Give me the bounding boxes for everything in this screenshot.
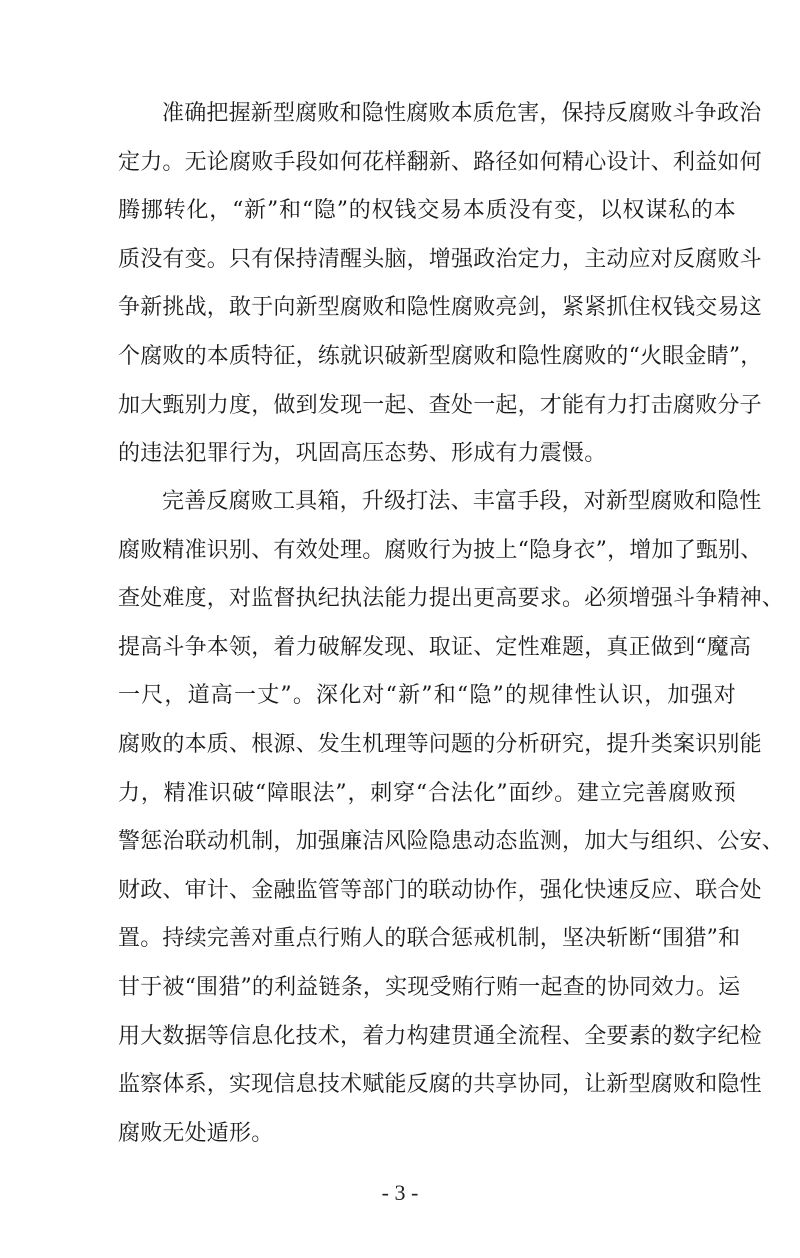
paragraph-line: 腐败的本质、根源、发生机理等问题的分析研究，提升类案识别能 [118, 731, 762, 757]
paragraph-line: 一尺，道高一丈”。深化对“新”和“隐”的规律性认识，加强对 [118, 683, 736, 709]
paragraph-line: 争新挑战，敢于向新型腐败和隐性腐败亮剑，紧紧抓住权钱交易这 [118, 295, 762, 321]
paragraph-line: 腐败无处遁形。 [118, 1120, 274, 1146]
paragraph-line: 查处难度，对监督执纪执法能力提出更高要求。必须增强斗争精神、 [118, 586, 785, 612]
page-number: - 3 - [381, 1180, 419, 1205]
paragraph-line: 用大数据等信息化技术，着力构建贯通全流程、全要素的数字纪检 [118, 1023, 762, 1049]
paragraph-line: 腾挪转化，“新”和“隐”的权钱交易本质没有变，以权谋私的本 [118, 198, 736, 224]
paragraph-1 [118, 90, 763, 479]
paragraph-line: 监察体系，实现信息技术赋能反腐的共享协同，让新型腐败和隐性 [118, 1072, 762, 1098]
paragraph-line: 力，精准识破“障眼法”，刺穿“合法化”面纱。建立完善腐败预 [118, 780, 736, 806]
paragraph-line: 财政、审计、金融监管等部门的联动协作，强化快速反应、联合处 [118, 877, 762, 903]
paragraph-line: 提高斗争本领，着力破解发现、取证、定性难题，真正做到“魔高 [118, 634, 752, 660]
paragraph-line: 加大甄别力度，做到发现一起、查处一起，才能有力打击腐败分子 [118, 392, 762, 418]
paragraph-line: 的违法犯罪行为，巩固高压态势、形成有力震慑。 [118, 441, 607, 467]
paragraph-line: 定力。无论腐败手段如何花样翻新、路径如何精心设计、利益如何 [118, 149, 762, 175]
paragraph-line: 质没有变。只有保持清醒头脑，增强政治定力，主动应对反腐败斗 [118, 246, 762, 272]
paragraph-line: 警惩治联动机制，加强廉洁风险隐患动态监测，加大与组织、公安、 [118, 829, 785, 855]
paragraph-line: 完善反腐败工具箱，升级打法、丰富手段，对新型腐败和隐性 [162, 489, 762, 514]
paragraph-line: 腐败精准识别、有效处理。腐败行为披上“隐身衣”，增加了甄别、 [118, 537, 763, 563]
paragraph-line: 准确把握新型腐败和隐性腐败本质危害，保持反腐败斗争政治 [162, 101, 762, 126]
paragraph-2 [118, 478, 785, 1158]
paragraph-line: 置。持续完善对重点行贿人的联合惩戒机制，坚决斩断“围猎”和 [118, 926, 741, 952]
paragraph-line: 甘于被“围猎”的利益链条，实现受贿行贿一起查的协同效力。运 [118, 974, 741, 1000]
paragraph-line: 个腐败的本质特征，练就识破新型腐败和隐性腐败的“火眼金睛”， [118, 343, 763, 369]
